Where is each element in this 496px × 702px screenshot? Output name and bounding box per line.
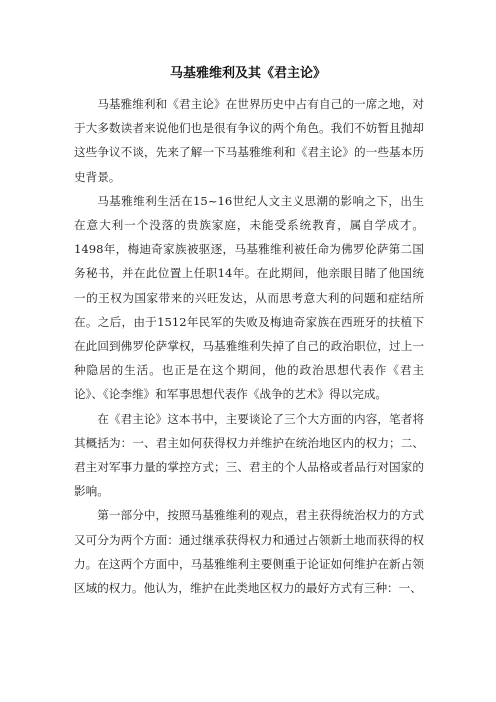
document-title: 马基雅维利及其《君主论》 [169, 66, 326, 81]
paragraph-3: 在《君主论》这本书中，主要谈论了三个大方面的内容，笔者将其概括为：一、君主如何获得权力并维护在统治地区内的权力；二、君主对军事力量的掌控方式；三、君主的个人品格或者品行对国家的影响。 [74, 411, 424, 499]
paragraph-2: 马基雅维利生活在15~16世纪人文主义思潮的影响之下，出生在意大利一个没落的贵族家庭，未能受系统教育，属自学成才。1498年，梅迪奇家族被驱逐，马基雅维利被任命为佛罗伦萨第二国务秘书，并在此位置上任职14年。在此期间，他亲眼目睹了他国统一的王权为国家带来的兴旺发达，从而思考意大利的问题和症结所在。之后，由于1512年民军的失败及梅迪奇家族在西班牙的扶植下在此回到佛罗伦萨掌权，马基雅维利失掉了自己的政治职位，过上一种隐居的生活。也正是在这个期间，他的政治思想代表作《君主论》、《论李维》和军事思想代表作《战争的艺术》得以完成。 [74, 193, 424, 402]
paragraph-1: 马基雅维利和《君主论》在世界历史中占有自己的一席之地，对于大多数读者来说他们也是很有争议的两个角色。我们不妨暂且抛却这些争议不谈，先来了解一下马基雅维利和《君主论》的一些基本历史背景。 [74, 97, 424, 184]
paragraph-4: 第一部分中，按照马基雅维利的观点，君主获得统治权力的方式又可分为两个方面：通过继承获得权力和通过占领新土地而获得的权力。在这两个方面中，马基雅维利主要侧重于论证如何维护在新占领区域的权力。他认为，维护在此类地区权力的最好方式有三种：一、 [74, 508, 424, 596]
document-body [74, 92, 424, 600]
